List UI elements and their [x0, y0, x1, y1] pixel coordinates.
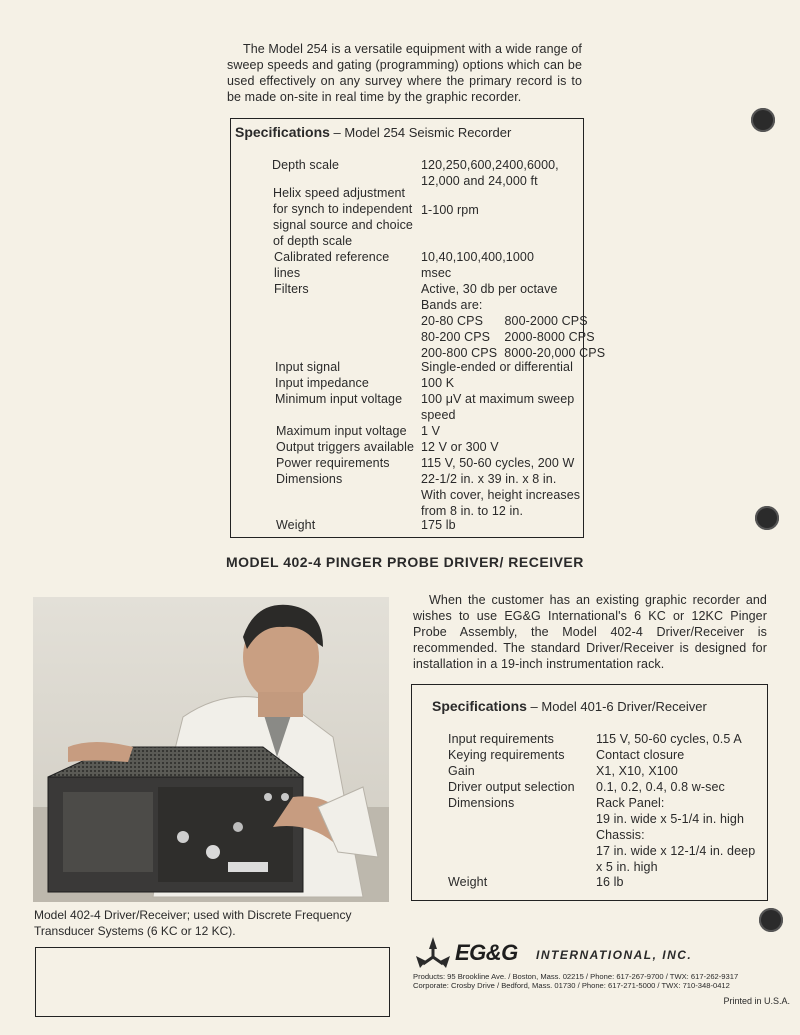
- spec-value: Single-ended or differential: [421, 360, 573, 374]
- binder-hole: [751, 108, 775, 132]
- spec-value: 100 μV at maximum sweep speed: [421, 392, 575, 422]
- spec-value: 12 V or 300 V: [421, 440, 499, 454]
- binder-hole: [755, 506, 779, 530]
- driver-text: When the customer has an existing graphic recorder and wishes to use EG&G International's 6 KC or 12KC Pinger Probe Assembly, the Model 402-4 Driver/Receiver is recommended. The standard Driver/Receiver is designed for installation in a 19-inch instrumentation rack.: [413, 593, 767, 671]
- spec-title-bold: Specifications: [432, 698, 527, 714]
- printed-note: Printed in U.S.A.: [723, 996, 790, 1006]
- section-heading: MODEL 402-4 PINGER PROBE DRIVER/ RECEIVER: [226, 554, 584, 570]
- logo-wordmark: EG&G: [455, 940, 518, 965]
- spec-value: 0.1, 0.2, 0.4, 0.8 w-sec: [596, 780, 725, 794]
- spec-value: 22-1/2 in. x 39 in. x 8 in. With cover, height increases from 8 in. to 12 in.: [421, 472, 581, 518]
- spec-value: 1 V: [421, 424, 441, 438]
- spec-label: Calibrated reference lines: [274, 250, 390, 280]
- spec-label: Power requirements: [276, 456, 390, 470]
- spec-value: Contact closure: [596, 748, 685, 762]
- address-corporate: Corporate: Crosby Drive / Bedford, Mass. 01730 / Phone: 617-271-5000 / TWX: 710-348-0412: [413, 981, 730, 990]
- filter-bands: 20-80 CPS 800-2000 CPS 80-200 CPS 2000-8000 CPS 200-800 CPS 8000-20,000 CPS: [421, 314, 606, 360]
- spec-label: Weight: [276, 518, 316, 532]
- product-photo: [33, 597, 389, 902]
- spec-label: Dimensions: [276, 472, 343, 486]
- spec-label: Helix speed adjustment for synch to independent signal source and choice of depth scale: [273, 186, 413, 248]
- spec-label: Depth scale: [272, 158, 340, 172]
- spec-value: 10,40,100,400,1000 msec: [421, 250, 535, 280]
- spec-title-model: – Model 401-6 Driver/Receiver: [526, 699, 707, 714]
- spec-label: Filters: [274, 282, 309, 296]
- spec-label: Input impedance: [275, 376, 369, 390]
- logo-subtitle: INTERNATIONAL, INC.: [536, 948, 693, 962]
- spec-value: 115 V, 50-60 cycles, 200 W: [421, 456, 575, 470]
- intro-paragraph: [227, 41, 582, 105]
- spec-label: Maximum input voltage: [276, 424, 407, 438]
- spec-label: Weight: [448, 875, 488, 889]
- spec-label: Gain: [448, 764, 475, 778]
- spec-label: Keying requirements: [448, 748, 565, 762]
- spec-label: Output triggers available: [276, 440, 414, 454]
- spec-title-model: – Model 254 Seismic Recorder: [329, 125, 512, 140]
- spec-box-model-401-6: [411, 684, 768, 901]
- spec-box-model-254: [230, 118, 606, 538]
- address-products: Products: 95 Brookline Ave. / Boston, Mass. 02215 / Phone: 617-267-9700 / TWX: 617-262-9317: [413, 972, 739, 981]
- spec-value: X1, X10, X100: [596, 764, 678, 778]
- spec-label: Minimum input voltage: [275, 392, 403, 406]
- spec-value: 16 lb: [596, 875, 624, 889]
- spec-title-bold: Specifications: [235, 124, 330, 140]
- driver-paragraph: [413, 592, 767, 672]
- spec-title: [235, 124, 511, 140]
- spec-value: Rack Panel: 19 in. wide x 5-1/4 in. high Chassis: 17 in. wide x 12-1/4 in. deep x 5 in. high: [596, 796, 756, 874]
- photo-illustration: [33, 597, 389, 902]
- spec-value: Active, 30 db per octave Bands are:: [421, 282, 558, 312]
- intro-text: The Model 254 is a versatile equipment with a wide range of sweep speeds and gating (programming) options which can be used effectively on any survey where the primary record is to be made on-site in real time by the graphic recorder.: [227, 42, 582, 104]
- binder-hole: [759, 908, 783, 932]
- photo-caption: Model 402-4 Driver/Receiver; used with Discrete Frequency Transducer Systems (6 KC or 12 KC).: [34, 908, 352, 938]
- spec-label: Dimensions: [448, 796, 515, 810]
- spec-label: Input requirements: [448, 732, 555, 746]
- spec-label: Input signal: [275, 360, 341, 374]
- spec-value: 1-100 rpm: [421, 203, 479, 217]
- spec-value: 100 K: [421, 376, 455, 390]
- spec-value: 175 lb: [421, 518, 456, 532]
- spec-value: 120,250,600,2400,6000, 12,000 and 24,000 ft: [421, 158, 559, 188]
- spec-title: [432, 698, 707, 714]
- egg-logo-icon: [414, 935, 452, 971]
- blank-box: [35, 947, 390, 1017]
- spec-label: Driver output selection: [448, 780, 575, 794]
- spec-value: 115 V, 50-60 cycles, 0.5 A: [596, 732, 742, 746]
